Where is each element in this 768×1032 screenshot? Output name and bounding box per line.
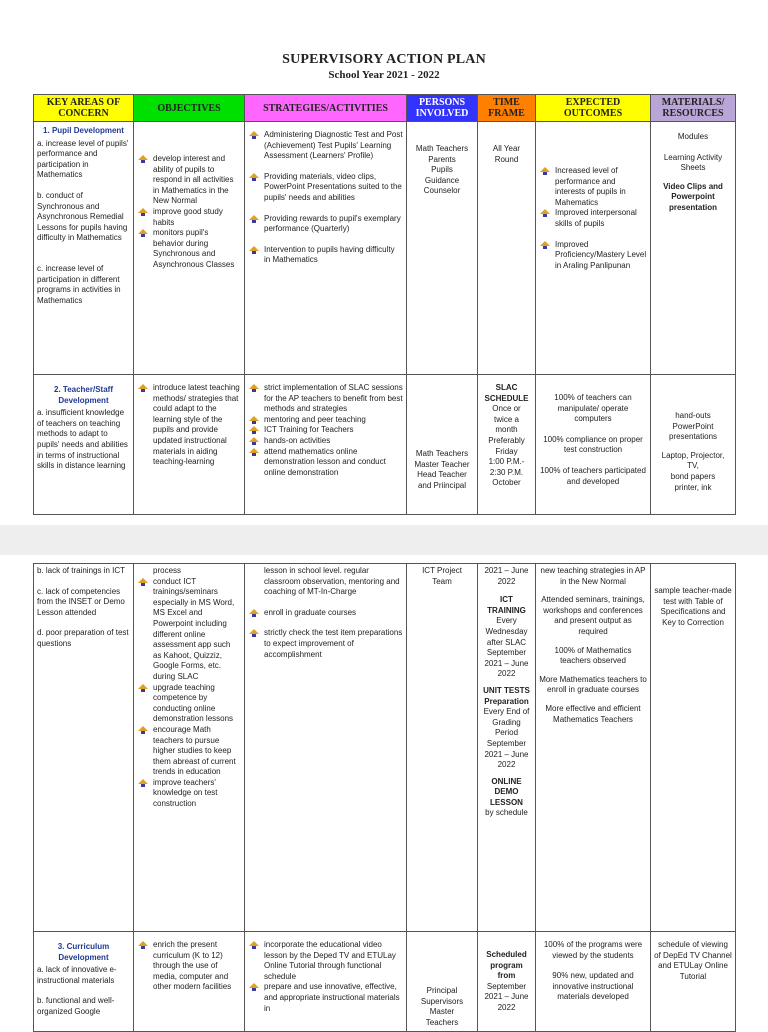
arrow-bullet-icon bbox=[138, 384, 148, 392]
material-item: bond papers bbox=[670, 471, 716, 481]
outcome-item: new teaching strategies in AP in the New Normal bbox=[540, 566, 646, 586]
time-item: October bbox=[492, 478, 521, 488]
arrow-bullet-icon bbox=[138, 941, 148, 949]
list-item-text: improve good study habits bbox=[153, 206, 223, 227]
arrow-bullet-icon bbox=[138, 684, 148, 692]
list-item bbox=[137, 940, 241, 993]
time-item: September bbox=[486, 648, 527, 658]
time-item: 2021 – June bbox=[484, 658, 529, 668]
header-persons: PERSONS INVOLVED bbox=[407, 95, 478, 122]
time-item: 2021 – June bbox=[484, 992, 529, 1002]
cell-strategies bbox=[245, 122, 407, 375]
header-objectives: OBJECTIVES bbox=[134, 95, 245, 122]
cell-persons bbox=[407, 122, 478, 375]
outcome-item: 90% new, updated and innovative instructional materials developed bbox=[552, 971, 634, 1002]
cell-persons bbox=[407, 932, 478, 1032]
person-item: Guidance bbox=[424, 175, 460, 185]
cell-outcomes bbox=[536, 122, 651, 375]
outcome-item: More Mathematics teachers to enroll in graduate courses bbox=[539, 674, 647, 695]
outcome-item: More effective and efficient Mathematics Teachers bbox=[545, 703, 641, 724]
area-item: d. poor preparation of test questions bbox=[37, 628, 129, 648]
list-item-text: improve teachers' knowledge on test construction bbox=[153, 777, 218, 809]
header-key-areas: KEY AREAS OF CONCERN bbox=[34, 95, 134, 122]
outcome-item: 100% of the programs were viewed by the students bbox=[543, 940, 643, 960]
arrow-bullet-icon bbox=[138, 229, 148, 237]
arrow-bullet-icon bbox=[249, 629, 259, 637]
list-item-text: mentoring and peer teaching bbox=[264, 414, 366, 424]
arrow-bullet-icon bbox=[540, 167, 550, 175]
list-item bbox=[248, 982, 403, 1014]
table-row-curriculum-development bbox=[34, 932, 736, 1032]
list-item-text: ICT Training for Teachers bbox=[264, 425, 354, 435]
arrow-bullet-icon bbox=[249, 941, 259, 949]
time-title: ONLINE DEMO LESSON bbox=[490, 776, 523, 807]
cell-strategies bbox=[245, 932, 407, 1032]
list-item bbox=[248, 245, 403, 266]
list-item-text: Increased level of performance and interests of pupils in Mahematics bbox=[555, 166, 626, 207]
time-item: 2022 bbox=[497, 1002, 516, 1012]
area-item: a. increase level of pupils' performance and participation in Mathematics bbox=[37, 138, 129, 180]
cell-key-area bbox=[34, 122, 134, 375]
cell-time bbox=[478, 375, 536, 515]
cell-time bbox=[478, 564, 536, 932]
time-item: Every End of bbox=[483, 707, 530, 717]
list-item-text: encourage Math teachers to pursue higher studies to keep them abreast of current trends in education bbox=[153, 724, 236, 777]
list-item bbox=[248, 447, 403, 479]
list-item-text: Improved Proficiency/Mastery Level in Araling Panlipunan bbox=[555, 239, 647, 270]
time-item: month bbox=[495, 425, 518, 435]
list-item bbox=[539, 240, 647, 272]
time-item: 2022 bbox=[497, 760, 516, 770]
list-item-text: strict implementation of SLAC sessions for the AP teachers to benefit from best methods and strategies bbox=[264, 383, 403, 414]
cell-materials bbox=[651, 564, 736, 932]
document-title: SUPERVISORY ACTION PLAN bbox=[282, 52, 486, 67]
cell-materials bbox=[651, 122, 736, 375]
cell-materials bbox=[651, 375, 736, 515]
area-item: b. conduct of Synchronous and Asynchronous Remedial Lessons for pupils having difficulty in Mathematics bbox=[37, 190, 128, 243]
table-row-teacher-development-continued bbox=[34, 564, 736, 932]
time-item: 2:30 P.M. bbox=[489, 467, 524, 477]
list-item bbox=[248, 214, 403, 235]
cell-time bbox=[478, 932, 536, 1032]
material-item: presentations bbox=[668, 432, 718, 442]
list-item-text: Intervention to pupils having difficulty in Mathematics bbox=[264, 244, 395, 265]
arrow-bullet-icon bbox=[249, 246, 259, 254]
time-title: SLAC SCHEDULE bbox=[484, 383, 529, 403]
list-item bbox=[248, 130, 403, 162]
list-item bbox=[248, 628, 403, 660]
cell-objectives bbox=[134, 564, 245, 932]
table-row-pupil-development bbox=[34, 122, 736, 375]
arrow-bullet-icon bbox=[249, 609, 259, 617]
person-item: ICT Project bbox=[422, 566, 462, 575]
arrow-bullet-icon bbox=[249, 131, 259, 139]
arrow-bullet-icon bbox=[249, 416, 259, 424]
arrow-bullet-icon bbox=[249, 983, 259, 991]
person-item: Master bbox=[429, 1007, 455, 1017]
cell-objectives bbox=[134, 375, 245, 515]
header-row bbox=[34, 95, 736, 122]
area-title: 2. Teacher/Staff Development bbox=[54, 385, 113, 405]
cell-objectives bbox=[134, 122, 245, 375]
area-item: b. lack of trainings in ICT bbox=[37, 566, 126, 575]
time-item: September bbox=[486, 981, 527, 991]
list-item bbox=[137, 154, 241, 207]
arrow-bullet-icon bbox=[138, 779, 148, 787]
time-item: Preferably bbox=[488, 435, 525, 445]
cell-objectives bbox=[134, 932, 245, 1032]
area-item: c. lack of competencies from the INSET or Demo Lesson attended bbox=[37, 586, 125, 617]
list-item bbox=[539, 208, 647, 229]
arrow-bullet-icon bbox=[138, 208, 148, 216]
material-item: TV, bbox=[687, 461, 699, 471]
time-item: Every bbox=[496, 616, 517, 626]
arrow-bullet-icon bbox=[249, 384, 259, 392]
time-item: Friday bbox=[495, 446, 518, 456]
time-title: ICT TRAINING bbox=[487, 595, 526, 615]
time-item: twice a bbox=[494, 414, 519, 424]
table-row-teacher-development bbox=[34, 375, 736, 515]
header-time: TIME FRAME bbox=[478, 95, 536, 122]
material-item: Laptop, Projector, bbox=[661, 450, 725, 460]
list-item bbox=[137, 383, 241, 468]
area-title: 1. Pupil Development bbox=[43, 126, 124, 135]
cell-outcomes bbox=[536, 564, 651, 932]
list-item-text: Providing materials, video clips, PowerPoint Presentations suited to the pupils' needs and abilities bbox=[264, 171, 402, 202]
outcome-item: 100% of Mathematics teachers observed bbox=[554, 645, 632, 666]
person-item: and Priincipal bbox=[417, 480, 467, 490]
person-item: Supervisors bbox=[420, 996, 464, 1006]
arrow-bullet-icon bbox=[138, 578, 148, 586]
area-item: c. increase level of participation in different programs in activities in Mathematics bbox=[37, 263, 121, 305]
person-item: Teachers bbox=[425, 1017, 459, 1027]
list-item-text: Administering Diagnostic Test and Post (Achievement) Test Pupils' Learning Assessment (Learners' Profile) bbox=[264, 130, 403, 161]
outcome-item: 100% compliance on proper test construction bbox=[543, 434, 643, 455]
action-plan-table-continued bbox=[33, 563, 736, 1032]
list-item bbox=[137, 577, 241, 683]
page-separator bbox=[0, 525, 768, 555]
material-item-bold: Video Clips and Powerpoint presentation bbox=[663, 181, 723, 212]
area-item: a. insufficient knowledge of teachers on teaching methods to adapt to pupils' needs and abilities in terms of instructional skills in distance learning bbox=[37, 408, 128, 471]
material-item: hand-outs bbox=[675, 411, 711, 420]
arrow-bullet-icon bbox=[249, 173, 259, 181]
arrow-bullet-icon bbox=[540, 209, 550, 217]
list-item-text: Improved interpersonal skills of pupils bbox=[555, 208, 637, 228]
arrow-bullet-icon bbox=[249, 437, 259, 445]
list-item-text: monitors pupil's behavior during Synchronous and Asynchronous Classes bbox=[153, 228, 235, 269]
time-item: 2021 – June bbox=[484, 749, 529, 759]
list-item bbox=[248, 940, 403, 982]
cell-key-area bbox=[34, 375, 134, 515]
list-item bbox=[248, 415, 403, 426]
person-item: Team bbox=[432, 576, 452, 586]
list-item-text: attend mathematics online demonstration lesson and conduct online demonstration bbox=[264, 446, 386, 477]
cell-materials bbox=[651, 932, 736, 1032]
strategy-continuation: lesson in school level. regular classroom observation, mentoring and coaching of MT-In-Charge bbox=[264, 566, 400, 597]
time-item: 1:00 P.M.- bbox=[488, 457, 525, 467]
header-strategies: STRATEGIES/ACTIVITIES bbox=[245, 95, 407, 122]
arrow-bullet-icon bbox=[138, 726, 148, 734]
person-item: Counselor bbox=[423, 186, 461, 196]
time-item: 2022 bbox=[497, 669, 516, 679]
list-item bbox=[137, 683, 241, 725]
material-item: Modules bbox=[677, 132, 709, 141]
list-item-text: Providing rewards to pupil's exemplary performance (Quarterly) bbox=[264, 213, 401, 234]
arrow-bullet-icon bbox=[249, 215, 259, 223]
list-item bbox=[137, 725, 241, 778]
list-item-text: prepare and use innovative, effective, and appropriate instructional materials in bbox=[264, 982, 400, 1013]
time-item: after SLAC bbox=[486, 637, 527, 647]
material-item: schedule of viewing of DepEd TV Channel and ETULay Online Tutorial bbox=[654, 940, 732, 981]
time-title: Scheduled program from bbox=[486, 950, 527, 981]
list-item-text: conduct ICT trainings/seminars especially in MS Word, MS Excel and Powerpoint including different online assessment app such as Kahoot, Quizziz, Google Forms, etc. during SLAC bbox=[153, 576, 235, 681]
cell-time bbox=[478, 122, 536, 375]
person-item: Parents bbox=[428, 154, 456, 164]
time-item: Period bbox=[494, 728, 519, 738]
material-item: printer, ink bbox=[674, 482, 712, 492]
material-item: sample teacher-made test with Table of Specifications and Key to Correction bbox=[654, 586, 732, 627]
cell-persons bbox=[407, 564, 478, 932]
time-item: Round bbox=[494, 154, 519, 164]
material-item: PowerPoint bbox=[672, 421, 714, 431]
outcome-item: 100% of teachers can manipulate/ operate computers bbox=[554, 393, 632, 424]
list-item bbox=[248, 608, 403, 619]
person-item: Math Teachers bbox=[415, 449, 469, 458]
list-item-text: incorporate the educational video lesson by the Deped TV and ETULay Online Tutorial through functional schedule bbox=[264, 940, 396, 981]
list-item bbox=[539, 166, 647, 208]
list-item-text: develop interest and ability of pupils to respond in all activities in Mathematics in the New Normal bbox=[153, 154, 234, 206]
area-title: 3. Curriculum Development bbox=[57, 942, 110, 962]
person-item: Master Teacher bbox=[414, 459, 470, 469]
list-item-text: strictly check the test item preparations to expect improvement of accomplishment bbox=[264, 628, 403, 659]
material-item: Learning Activity Sheets bbox=[663, 152, 723, 173]
header-outcomes: EXPECTED OUTCOMES bbox=[536, 95, 651, 122]
list-item bbox=[248, 172, 403, 204]
person-item: Head Teacher bbox=[417, 470, 467, 480]
outcome-item: Attended seminars, trainings, workshops and conferences and present output as required bbox=[541, 595, 645, 636]
time-item: September bbox=[486, 738, 527, 748]
person-item: Principal bbox=[426, 986, 458, 995]
cell-key-area bbox=[34, 932, 134, 1032]
arrow-bullet-icon bbox=[249, 448, 259, 456]
time-item: Grading bbox=[492, 717, 521, 727]
objective-continuation: process bbox=[153, 566, 182, 575]
time-item: Once or bbox=[492, 404, 521, 414]
area-item: a. lack of innovative e-instructional materials bbox=[37, 965, 117, 985]
cell-strategies bbox=[245, 564, 407, 932]
arrow-bullet-icon bbox=[138, 155, 148, 163]
list-item-text: enroll in graduate courses bbox=[264, 607, 357, 617]
time-item: 2022 bbox=[497, 576, 516, 586]
time-item: Wednesday bbox=[485, 626, 528, 636]
list-item-text: upgrade teaching competence by conducting online demonstration lessons bbox=[153, 682, 234, 724]
cell-outcomes bbox=[536, 375, 651, 515]
time-item: All Year bbox=[492, 144, 521, 153]
list-item bbox=[248, 425, 403, 436]
cell-strategies bbox=[245, 375, 407, 515]
list-item bbox=[137, 228, 241, 270]
person-item: Pupils bbox=[431, 165, 453, 175]
time-item: by schedule bbox=[485, 808, 528, 818]
document-subtitle: School Year 2021 - 2022 bbox=[328, 69, 440, 81]
list-item-text: enrich the present curriculum (K to 12) through the use of media, computer and other modern facilities bbox=[153, 940, 232, 992]
list-item bbox=[248, 436, 403, 447]
person-item: Math Teachers bbox=[415, 144, 469, 153]
time-title: UNIT TESTS Preparation bbox=[483, 685, 530, 706]
area-item: b. functional and well-organized Google bbox=[37, 996, 115, 1016]
list-item-text: introduce latest teaching methods/ strategies that could adapt to the learning style of the pupils and provide updated instructional materials in aiding teaching-learning bbox=[153, 383, 240, 467]
time-item: 2021 – June bbox=[484, 566, 529, 575]
list-item bbox=[137, 778, 241, 810]
outcome-item: 100% of teachers participated and developed bbox=[540, 465, 646, 486]
list-item bbox=[248, 383, 403, 415]
list-item bbox=[137, 207, 241, 228]
action-plan-table bbox=[33, 94, 736, 515]
list-item-text: hands-on activities bbox=[264, 435, 331, 445]
arrow-bullet-icon bbox=[249, 426, 259, 434]
cell-key-area bbox=[34, 564, 134, 932]
cell-outcomes bbox=[536, 932, 651, 1032]
header-materials: MATERIALS/ RESOURCES bbox=[651, 95, 736, 122]
cell-persons bbox=[407, 375, 478, 515]
arrow-bullet-icon bbox=[540, 241, 550, 249]
